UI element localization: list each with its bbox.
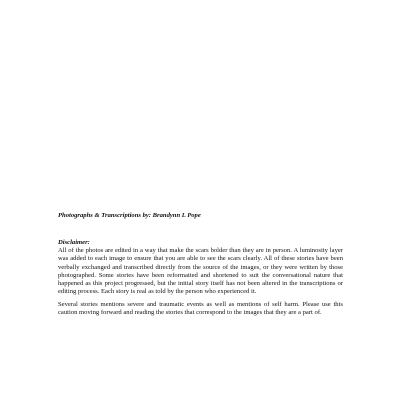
- disclaimer-heading: Disclaimer:: [58, 239, 90, 246]
- text-block: [58, 212, 343, 317]
- disclaimer-paragraph-1: All of the photos are edited in a way that make the scars bolder than they are in person. A luminosity layer was added to each image to ensure that you are able to see the scars clearly. All of these stories have been verbally exchanged and transcribed directly from the source of the images, or they were written by those photographed. Some stories have been reformatted and shortened to suit the conversational nature that happened as this project progressed, but the initial story itself has not been altered in the transcriptions or editing process. Each story is real as told by the person who experienced it.: [58, 247, 343, 296]
- photo-credit: Photographs & Transcriptions by: Brandynn L Pope: [58, 212, 201, 219]
- disclaimer-paragraph-2: Several stories mentions severe and traumatic events as well as mentions of self harm. Please use this caution moving forward and reading the stories that correspond to the images that they are a part of.: [58, 300, 343, 317]
